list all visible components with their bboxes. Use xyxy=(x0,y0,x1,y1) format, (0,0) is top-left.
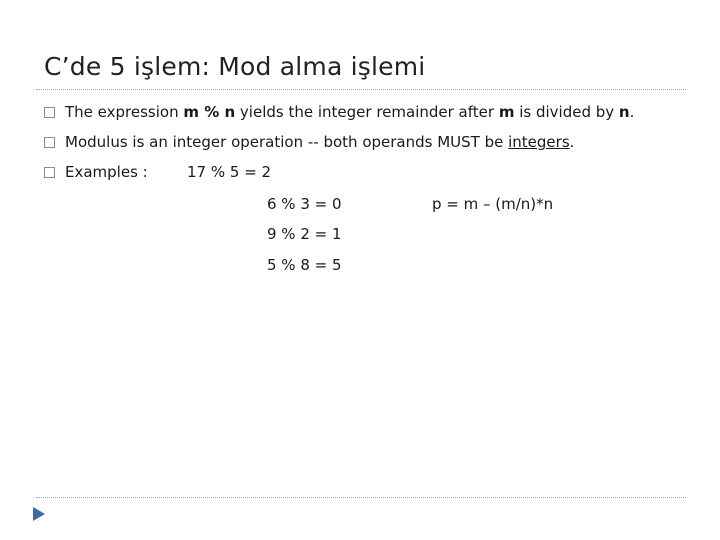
example-line: 6 % 3 = 0 xyxy=(267,195,342,213)
square-bullet-icon xyxy=(44,107,55,118)
title-divider xyxy=(36,89,686,90)
bullet-text: Modulus is an integer operation -- both operands MUST be integers. xyxy=(65,133,575,151)
bullet-item-examples xyxy=(44,163,148,181)
modulus-formula: p = m – (m/n)*n xyxy=(432,195,554,213)
bullet-text: The expression m % n yields the integer remainder after m is divided by n. xyxy=(65,103,635,121)
square-bullet-icon xyxy=(44,137,55,148)
example-line: 5 % 8 = 5 xyxy=(267,256,342,274)
bullet-item-modulus xyxy=(44,133,574,151)
example-line: 17 % 5 = 2 xyxy=(187,163,272,181)
slide-title: C’de 5 işlem: Mod alma işlemi xyxy=(44,52,426,81)
bullet-item-expression xyxy=(44,103,634,121)
examples-label: Examples : xyxy=(65,163,148,181)
example-line: 9 % 2 = 1 xyxy=(267,225,342,243)
square-bullet-icon xyxy=(44,167,55,178)
triangle-right-icon[interactable] xyxy=(30,504,48,524)
footer-divider xyxy=(36,497,686,498)
